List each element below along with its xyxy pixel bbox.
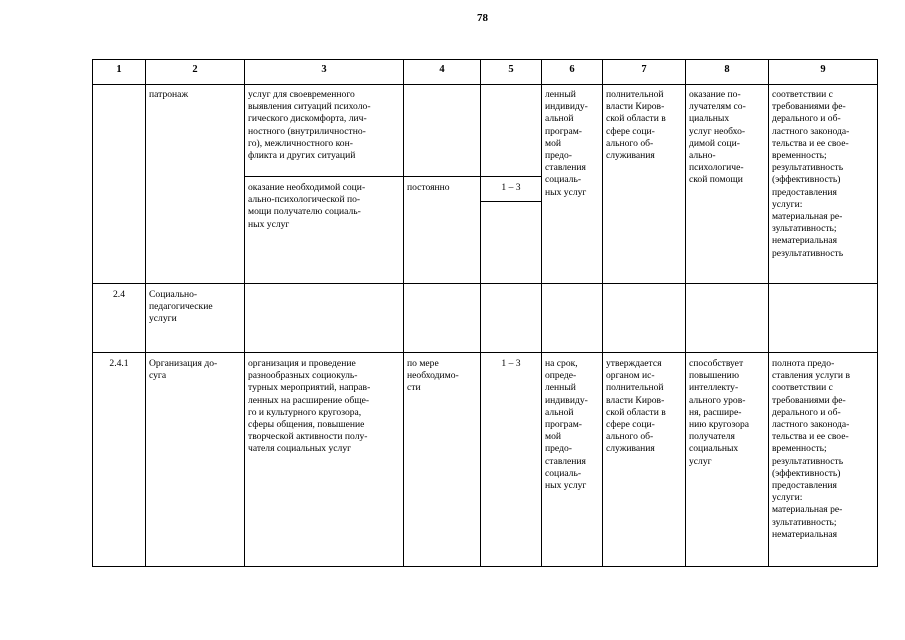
cell-number-2-4: 2.4: [113, 289, 125, 300]
cell-evaluation-leisure: полнота предо- ставления услуги в соответствии с требованиями фе- дерального и об- ластного законода- тельства и ее свое- временность; результативность (эффективность) предоставления услуги: материальная ре- зультативность; нематериальная: [772, 358, 850, 540]
header-col-3: 3: [321, 64, 327, 75]
header-col-1: 1: [116, 64, 122, 75]
header-col-4: 4: [439, 64, 445, 75]
cell-service-name-patronage: патронаж: [149, 89, 189, 100]
row-divider-col3-5: [244, 176, 541, 177]
cell-description-bottom: оказание необходимой соци- ально-психологической по- мощи получателю социаль- ных услуг: [248, 182, 366, 230]
cell-description-top: услуг для своевременного выявления ситуаций психоло- гического дискомфорта, лич- ностного (внутриличностно- го), межличностного кон- фликта и других ситуаций: [248, 89, 371, 162]
row-divider-col5: [480, 201, 541, 202]
page-number: 78: [477, 12, 488, 24]
cell-frequency-bottom: постоянно: [407, 182, 450, 193]
cell-frequency-leisure: по мере необходимо- сти: [407, 358, 459, 394]
header-col-9: 9: [820, 64, 826, 75]
row-divider-2-4-1: [92, 352, 878, 353]
header-col-5: 5: [508, 64, 514, 75]
cell-description-leisure: организация и проведение разнообразных социокуль- турных мероприятий, направ- ленных на расширение обще- го и культурного кругозора, сферы общения, повышение творческой активности полу- чателя социальных услуг: [248, 358, 371, 455]
col-border-3: [403, 59, 404, 567]
header-col-7: 7: [641, 64, 647, 75]
cell-service-name-leisure: Организация до- суга: [149, 358, 218, 382]
header-bottom-border: [92, 84, 878, 85]
cell-cost-leisure: утверждается органом ис- полнительной власти Киров- ской области в сфере соци- ального об- служивания: [606, 358, 666, 455]
header-col-8: 8: [724, 64, 730, 75]
table-bottom-border: [92, 566, 878, 567]
cell-quality-leisure: способствует повышению интеллекту- ального уров- ня, расшире- нию кругозора получателя социальных услуг: [689, 358, 750, 467]
row-divider-2-4: [92, 283, 878, 284]
cell-term-provision-leisure: на срок, опреде- ленный индивиду- альной програм- мой предо- ставления социаль- ных услуг: [545, 358, 588, 492]
cell-evaluation-1: соответствии с требованиями фе- дерального и об- ластного законода- тельства и ее свое- временность; результативность (эффективность) предоставления услуги: материальная ре- зультативность; нематериальная результативность: [772, 89, 850, 259]
header-col-6: 6: [569, 64, 575, 75]
col-border-4: [480, 59, 481, 567]
cell-term-provision-1: ленный индивиду- альной програм- мой предо- ставления социаль- ных услуг: [545, 89, 588, 198]
cell-section-socio-pedagogical: Социально- педагогические услуги: [149, 289, 213, 325]
cell-term-bottom: 1 – 3: [501, 182, 521, 193]
cell-term-leisure: 1 – 3: [501, 358, 521, 369]
cell-cost-1: полнительной власти Киров- ской области в сфере соци- ального об- служивания: [606, 89, 666, 162]
header-col-2: 2: [192, 64, 198, 75]
col-border-9: [877, 59, 878, 567]
cell-quality-1: оказание по- лучателям со- циальных услуг необхо- димой соци- ально- психологиче- ской помощи: [689, 89, 746, 186]
cell-number-2-4-1: 2.4.1: [109, 358, 129, 369]
